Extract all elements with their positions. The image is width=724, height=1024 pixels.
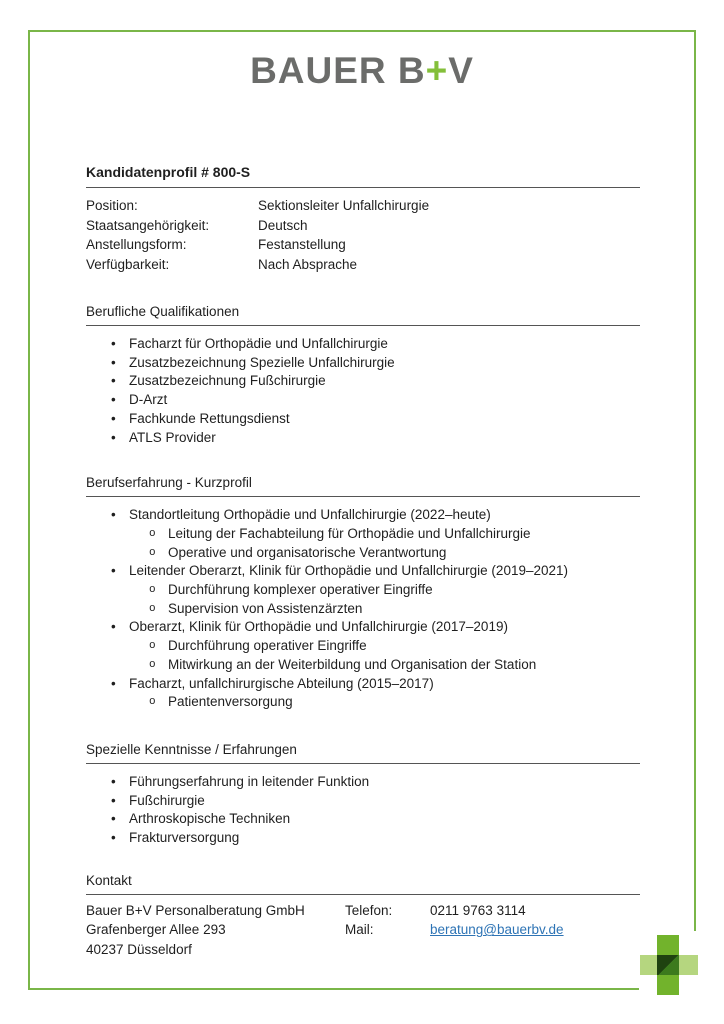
section-heading: Kontakt [86, 871, 640, 895]
list-item: • Zusatzbezeichnung Spezielle Unfallchirurgie [86, 354, 640, 373]
list-item: • Zusatzbezeichnung Fußchirurgie [86, 372, 640, 391]
field-value: Sektionsleiter Unfallchirurgie [258, 198, 430, 213]
logo-text-right: V [448, 50, 474, 91]
contact-street: Grafenberger Allee 293 [86, 922, 226, 938]
experience-job-title: • Oberarzt, Klinik für Orthopädie und Unfallchirurgie (2017–2019) [86, 618, 640, 637]
section-heading: Berufliche Qualifikationen [86, 302, 640, 326]
list-item: • Fachkunde Rettungsdienst [86, 410, 640, 429]
section-heading: Spezielle Kenntnisse / Erfahrungen [86, 740, 640, 764]
experience-job-title: • Facharzt, unfallchirurgische Abteilung (2015–2017) [86, 675, 640, 694]
field-label: Anstellungsform: [86, 237, 187, 252]
experience-sub-item: o Durchführung komplexer operativer Eingriffe [86, 581, 640, 600]
page-title: Kandidatenprofil # 800-S [86, 163, 640, 188]
section-skills [86, 740, 640, 848]
phone-label: Telefon: [345, 902, 393, 918]
field-label: Staatsangehörigkeit: [86, 217, 210, 233]
list-item: • Führungserfahrung in leitender Funktion [86, 773, 640, 792]
field-label: Position: [86, 198, 138, 213]
experience-job-title: • Leitender Oberarzt, Klinik für Orthopädie und Unfallchirurgie (2019–2021) [86, 562, 640, 581]
email-link[interactable]: beratung@bauerbv.de [430, 922, 564, 938]
field-row-position [86, 196, 640, 216]
contact-city: 40237 Düsseldorf [86, 941, 192, 957]
list-item: • Arthroskopische Techniken [86, 810, 640, 829]
skills-list [86, 773, 640, 848]
phone-number: 0211 9763 3114 [430, 902, 526, 918]
qualifications-list [86, 335, 640, 447]
field-row-availability [86, 255, 640, 275]
logo-plus-icon: + [425, 50, 449, 91]
experience-sub-item: o Durchführung operativer Eingriffe [86, 637, 640, 656]
corner-patch [639, 931, 724, 1024]
company-logo [0, 50, 724, 92]
contact-details [345, 901, 564, 940]
contact-mail-row [345, 920, 564, 940]
field-value: Festanstellung [258, 237, 346, 252]
experience-list [86, 506, 640, 712]
experience-sub-item: o Operative und organisatorische Verantwortung [86, 544, 640, 563]
experience-sub-item: o Patientenversorgung [86, 693, 640, 712]
list-item: • Facharzt für Orthopädie und Unfallchirurgie [86, 335, 640, 354]
experience-job-title: • Standortleitung Orthopädie und Unfallchirurgie (2022–heute) [86, 506, 640, 525]
section-heading: Berufserfahrung - Kurzprofil [86, 473, 640, 497]
list-item: • D-Arzt [86, 391, 640, 410]
mail-label: Mail: [345, 922, 374, 938]
experience-sub-item: o Mitwirkung an der Weiterbildung und Organisation der Station [86, 656, 640, 675]
field-row-employment-type [86, 235, 640, 255]
field-label: Verfügbarkeit: [86, 256, 170, 272]
experience-sub-item: o Leitung der Fachabteilung für Orthopädie und Unfallchirurgie [86, 525, 640, 544]
field-row-nationality [86, 216, 640, 236]
contact-block [86, 901, 640, 960]
document-body [86, 163, 640, 959]
section-experience [86, 473, 640, 712]
logo-text-left: BAUER B [250, 50, 426, 91]
experience-sub-item: o Supervision von Assistenzärzten [86, 600, 640, 619]
contact-phone-row [345, 901, 564, 921]
cross-logo-overlap [657, 955, 679, 975]
list-item: • ATLS Provider [86, 429, 640, 448]
contact-company: Bauer B+V Personalberatung GmbH [86, 902, 305, 918]
section-contact [86, 871, 640, 960]
list-item: • Frakturversorgung [86, 829, 640, 848]
profile-fields [86, 196, 640, 274]
section-qualifications [86, 302, 640, 447]
field-value: Deutsch [258, 217, 308, 233]
field-value: Nach Absprache [258, 256, 358, 272]
list-item: • Fußchirurgie [86, 792, 640, 811]
